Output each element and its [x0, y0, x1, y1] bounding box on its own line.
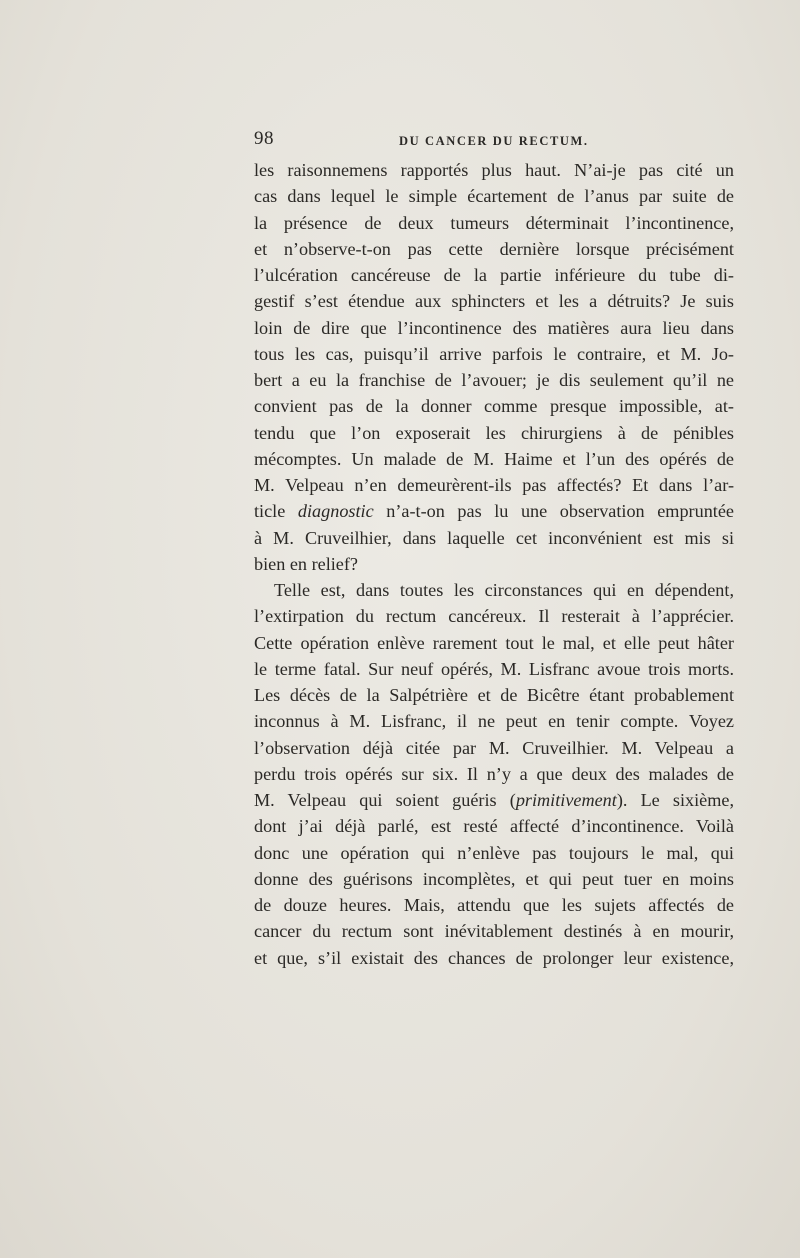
- text-span: ticle: [254, 501, 298, 522]
- text-line: tous les cas, puisqu’il arrive parfois le contraire, et M. Jo-: [254, 343, 734, 364]
- text-span: n’a-t-on pas lu une observation empruntée: [373, 501, 734, 522]
- page-number: 98: [254, 128, 274, 149]
- italic-term: diagnostic: [297, 501, 374, 522]
- text-line: Cette opération enlève rarement tout le mal, et elle peut hâter: [254, 632, 734, 653]
- text-line: Telle est, dans toutes les circonstances qui en dépendent,: [274, 580, 734, 600]
- text-line: cas dans lequel le simple écartement de l’anus par suite de: [254, 186, 734, 207]
- text-line: convient pas de la donner comme presque impossible, at-: [254, 396, 734, 417]
- text-line: mécomptes. Un malade de M. Haime et l’un des opérés de: [254, 448, 734, 469]
- text-line-with-italic: [254, 498, 734, 524]
- page-header: [254, 128, 734, 158]
- text-line: Les décès de la Salpétrière et de Bicêtre étant probablement: [254, 685, 734, 705]
- body-text: [254, 157, 734, 971]
- text-line: et que, s’il existait des chances de prolonger leur existence,: [254, 947, 734, 968]
- text-line: dont j’ai déjà parlé, est resté affecté d’incontinence. Voilà: [254, 816, 734, 837]
- text-line: perdu trois opérés sur six. Il n’y a que deux des malades de: [254, 763, 734, 784]
- text-line: l’ulcération cancéreuse de la partie inférieure du tube di-: [254, 265, 734, 285]
- text-line: de douze heures. Mais, attendu que les sujets affectés de: [254, 895, 734, 915]
- text-line: à M. Cruveilhier, dans laquelle cet inconvénient est mis si: [254, 527, 734, 548]
- text-line-with-italic: [254, 787, 734, 813]
- text-line: gestif s’est étendue aux sphincters et les a détruits? Je suis: [254, 291, 734, 312]
- italic-term: primitivement: [515, 790, 617, 810]
- text-line: donc une opération qui n’enlève pas toujours le mal, qui: [254, 842, 734, 863]
- running-head: DU CANCER DU RECTUM.: [399, 134, 589, 148]
- text-line: inconnus à M. Lisfranc, il ne peut en tenir compte. Voyez: [254, 711, 734, 732]
- text-line: bien en relief?: [254, 553, 359, 574]
- text-line: la présence de deux tumeurs déterminait l’incontinence,: [254, 212, 734, 233]
- text-span: M. Velpeau qui soient guéris (: [254, 790, 516, 810]
- text-line: le terme fatal. Sur neuf opérés, M. Lisfranc avoue trois morts.: [254, 658, 734, 679]
- text-span: ). Le sixième,: [616, 790, 735, 810]
- text-line: et n’observe-t-on pas cette dernière lorsque précisément: [254, 238, 734, 259]
- text-line: les raisonnemens rapportés plus haut. N’ai-je pas cité un: [254, 160, 734, 180]
- text-line: l’extirpation du rectum cancéreux. Il resterait à l’apprécier.: [254, 606, 734, 627]
- text-line: loin de dire que l’incontinence des matières aura lieu dans: [254, 317, 734, 338]
- text-line: tendu que l’on exposerait les chirurgiens à de pénibles: [254, 422, 734, 443]
- text-line: M. Velpeau n’en demeurèrent-ils pas affectés? Et dans l’ar-: [254, 475, 734, 495]
- text-line: l’observation déjà citée par M. Cruveilhier. M. Velpeau a: [254, 737, 734, 758]
- text-line: cancer du rectum sont inévitablement destinés à en mourir,: [254, 921, 734, 942]
- text-line: donne des guérisons incomplètes, et qui peut tuer en moins: [254, 868, 734, 889]
- text-line: bert a eu la franchise de l’avouer; je dis seulement qu’il ne: [254, 370, 734, 390]
